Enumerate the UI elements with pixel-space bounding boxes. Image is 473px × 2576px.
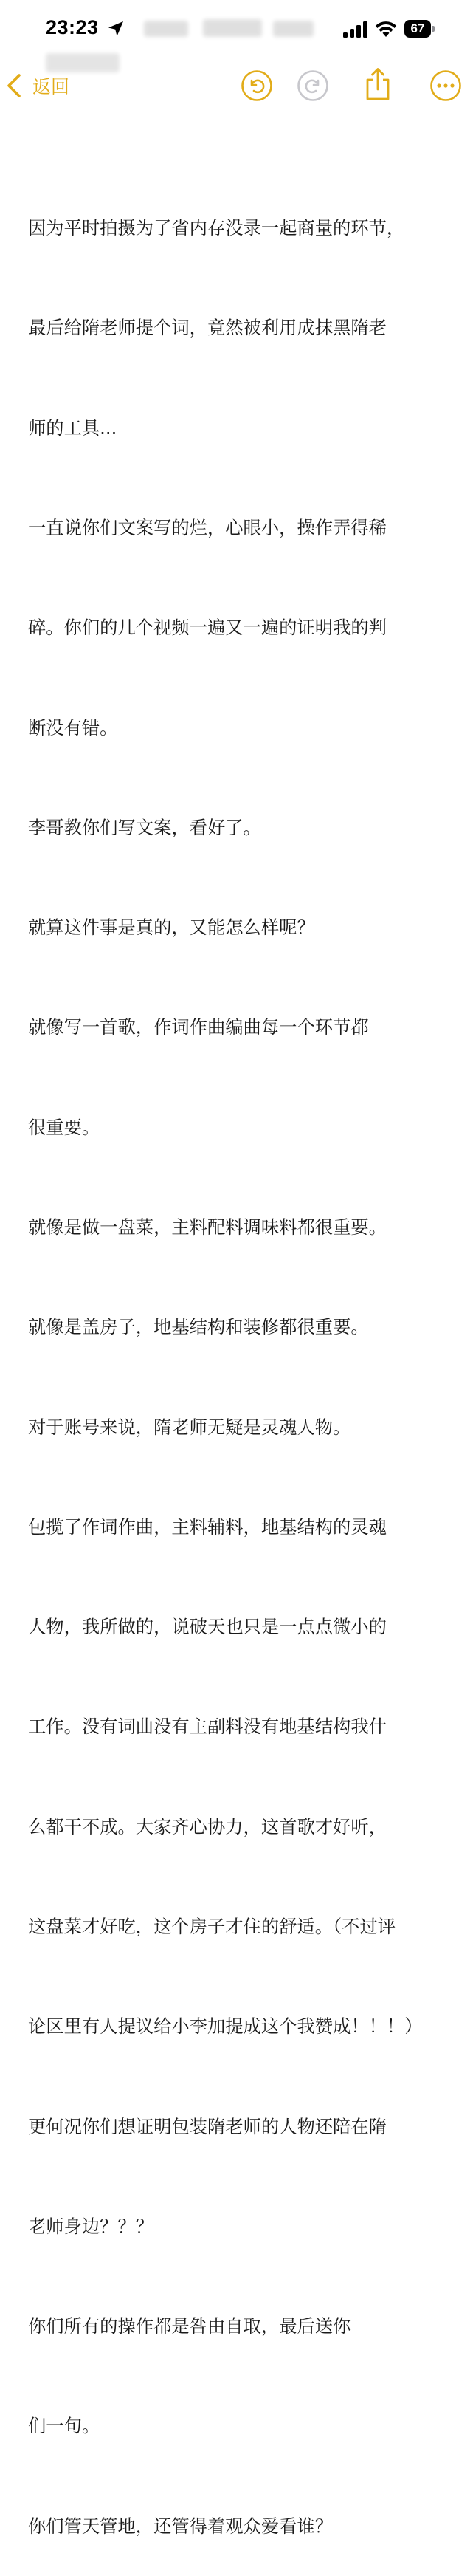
back-button[interactable]	[4, 71, 69, 100]
cellular-signal-icon	[343, 21, 368, 38]
note-line: 这盘菜才好吃，这个房子才住的舒适。（不过评	[28, 1915, 396, 1937]
status-bar	[0, 0, 473, 59]
notes-toolbar	[0, 65, 473, 106]
note-line: 对于账号来说，隋老师无疑是灵魂人物。	[28, 1416, 351, 1438]
note-line: 更何况你们想证明包装隋老师的人物还陪在隋	[28, 2115, 387, 2137]
wifi-icon	[375, 20, 397, 38]
note-line: 因为平时拍摄为了省内存没录一起商量的环节，	[28, 217, 405, 239]
battery-icon	[404, 20, 435, 38]
battery-level: 67	[404, 20, 431, 38]
note-line: 工作。没有词曲没有主副料没有地基结构我什	[28, 1716, 387, 1738]
note-line: 老师身边？？？	[28, 2215, 154, 2237]
undo-icon[interactable]	[241, 69, 273, 102]
note-line: 很重要。	[28, 1116, 100, 1138]
ghost-title-blur	[144, 13, 314, 43]
share-icon[interactable]	[363, 66, 393, 102]
redo-icon[interactable]	[297, 69, 329, 102]
note-line: 最后给隋老师提个词，竟然被利用成抹黑隋老	[28, 317, 387, 339]
note-line: 论区里有人提议给小李加提成这个我赞成！！！）	[28, 2015, 423, 2038]
note-line: 们一句。	[28, 2415, 100, 2437]
note-line: 就像写一首歌，作词作曲编曲每一个环节都	[28, 1016, 369, 1038]
note-line: 师的工具...	[28, 417, 117, 439]
note-body[interactable]	[28, 145, 449, 2576]
note-line: 一直说你们文案写的烂，心眼小，操作弄得稀	[28, 517, 387, 539]
note-line: 你们管天管地，还管得着观众爱看谁？	[28, 2515, 334, 2537]
note-line: 李哥教你们写文案，看好了。	[28, 816, 261, 838]
back-label: 返回	[32, 76, 70, 97]
status-time: 23:23	[46, 16, 99, 38]
note-line: 人物，我所做的，说破天也只是一点点微小的	[28, 1616, 387, 1638]
note-line: 么都干不成。大家齐心协力，这首歌才好听，	[28, 1815, 387, 1837]
chevron-left-icon	[4, 72, 24, 99]
note-line: 碎。你们的几个视频一遍又一遍的证明我的判	[28, 617, 387, 639]
note-line: 包揽了作词作曲，主料辅料，地基结构的灵魂	[28, 1515, 387, 1538]
location-arrow-icon	[108, 21, 124, 37]
note-line: 你们所有的操作都是咎由自取，最后送你	[28, 2315, 351, 2337]
more-icon[interactable]	[429, 69, 462, 102]
note-line: 就算这件事是真的，又能怎么样呢？	[28, 917, 315, 939]
note-line: 就像是做一盘菜，主料配料调味料都很重要。	[28, 1216, 387, 1238]
note-line: 断没有错。	[28, 716, 118, 739]
note-line: 就像是盖房子，地基结构和装修都很重要。	[28, 1316, 369, 1338]
battery-tip	[432, 26, 435, 32]
